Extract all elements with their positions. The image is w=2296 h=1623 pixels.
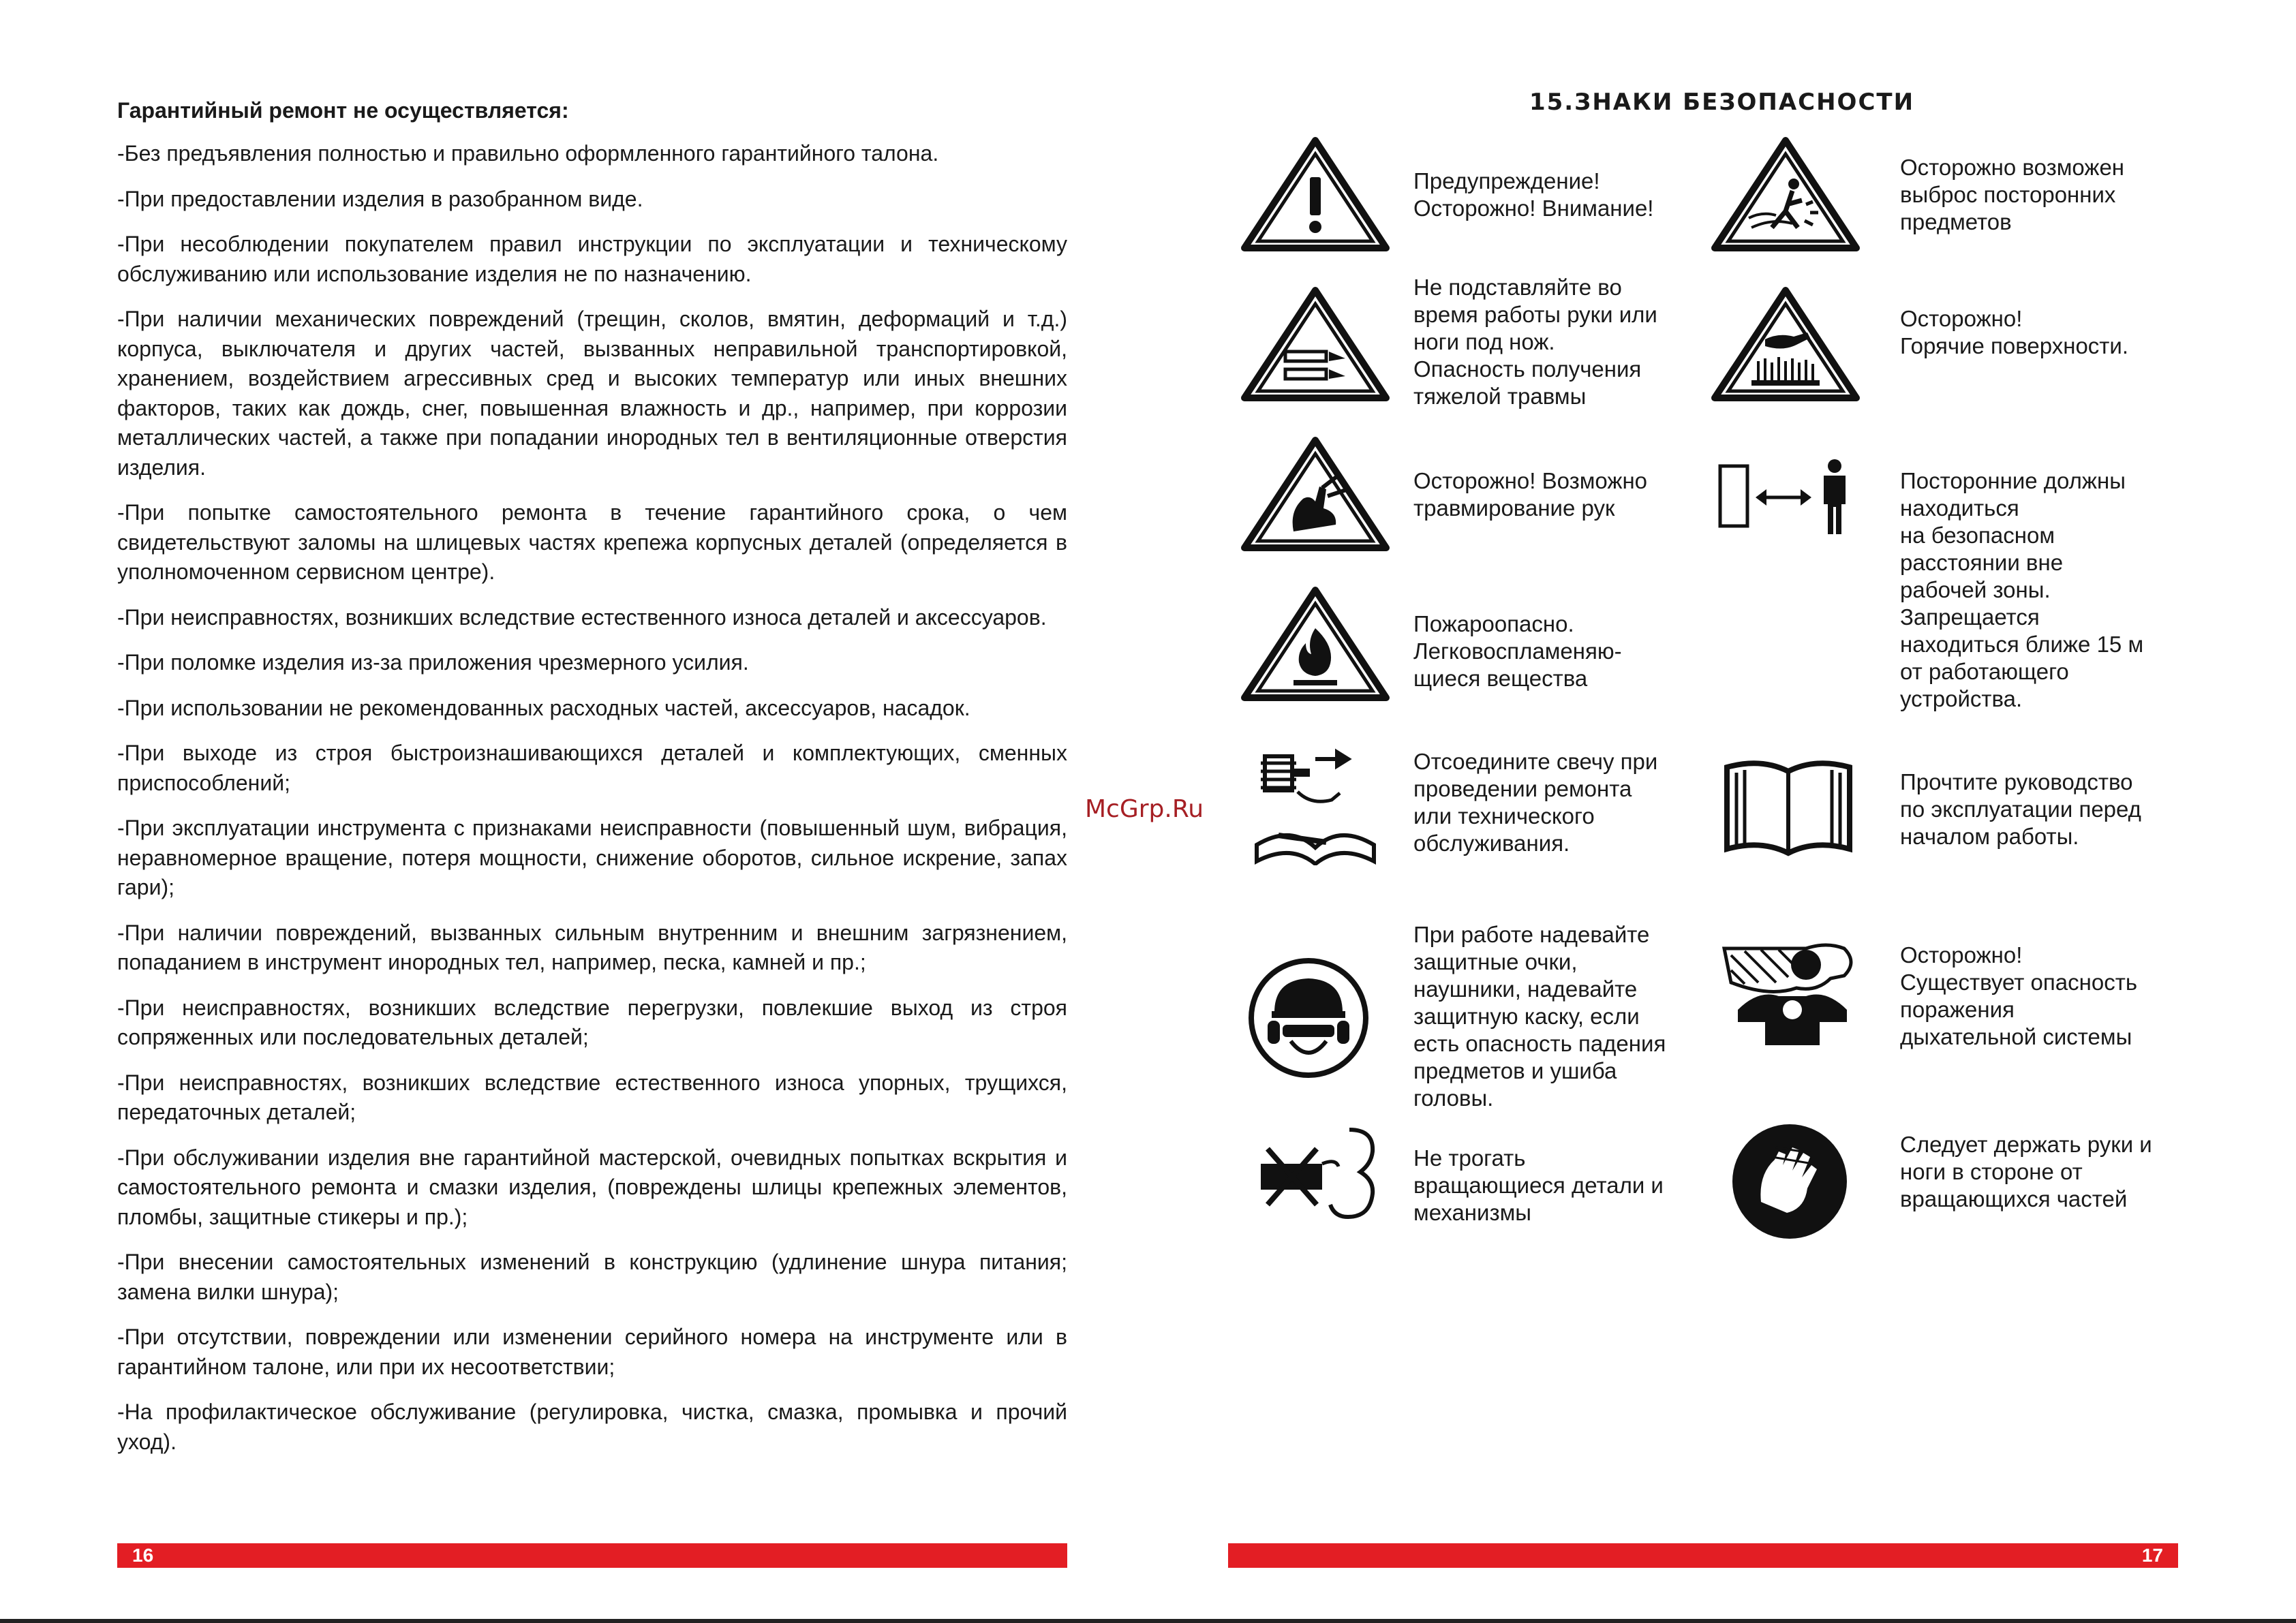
sign-label: При работе надевайте защитные очки, наушники, надевайте защитную каску, если есть опасность падения предметов и ушиба головы. (1413, 922, 1666, 1111)
warranty-item: -При поломке изделия из-за приложения чрезмерного усилия. (117, 650, 749, 675)
hand-injury-icon (1240, 436, 1390, 552)
footer-bar-left (117, 1543, 1067, 1568)
warranty-item: -При отсутствии, повреждении или изменении серийного номера на инструменте или в гарантийном талоне, или при их несоответствии; (117, 1325, 1067, 1379)
warranty-item: -На профилактическое обслуживание (регулировка, чистка, смазка, промывка и прочий уход). (117, 1400, 1067, 1454)
sign-label: Отсоедините свечу при проведении ремонта или технического обслуживания. (1413, 749, 1658, 856)
warranty-item: -Без предъявления полностью и правильно оформленного гарантийного талона. (117, 141, 939, 166)
warranty-item: -При наличии повреждений, вызванных сильным внутренним и внешним загрязнением, попаданием в инструмент инородных тел, например, песка, камней и пр.; (117, 920, 1067, 974)
sign-label: Осторожно возможен выброс посторонних предметов (1900, 155, 2125, 234)
safe-distance-icon (1717, 457, 1861, 538)
hot-surface-icon (1711, 286, 1861, 402)
flying-objects-icon (1711, 136, 1861, 252)
sign-label: Не трогать вращающиеся детали и механизмы (1413, 1145, 1664, 1225)
feet-hands-cutter-icon (1240, 286, 1390, 402)
footer-bar-right (1228, 1543, 2178, 1568)
warranty-exclusions (117, 94, 1067, 1472)
bottom-rule (0, 1619, 2296, 1623)
warranty-item: -При неисправностях, возникших вследствие естественного износа деталей и аксессуаров. (117, 604, 1047, 630)
section-title: 15.ЗНАКИ БЕЗОПАСНОСТИ (1529, 89, 1915, 116)
sign-label: Следует держать руки и ноги в стороне от вращающихся частей (1900, 1132, 2152, 1211)
sign-label: Пожароопасно. Легковоспламеняю- щиеся вещества (1413, 611, 1622, 691)
warranty-title: Гарантийный ремонт не осуществляется: (117, 98, 569, 123)
keep-hands-away-icon (1728, 1120, 1851, 1243)
sign-label: Прочтите руководство по эксплуатации перед началом работы. (1900, 769, 2141, 849)
rotating-parts-icon (1247, 1126, 1383, 1228)
sign-label: Посторонние должны находиться на безопасном расстоянии вне рабочей зоны. Запрещается находиться ближе 15 м от работающего устройства. (1900, 468, 2144, 711)
warranty-item: -При выходе из строя быстроизнашивающихся деталей и комплектующих, сменных приспособлений; (117, 741, 1067, 795)
warranty-item: -При обслуживании изделия вне гарантийной мастерской, очевидных попытках вскрытия и самостоятельного ремонта и смазки изделия, (повреждены шлицы крепежных элементов, пломбы, защитные стикеры и пр.); (117, 1145, 1067, 1229)
warranty-item: -При неисправностях, возникших вследствие естественного износа упорных, трущихся, передаточных деталей; (117, 1070, 1067, 1124)
warranty-item: -При использовании не рекомендованных расходных частей, аксессуаров, насадок. (117, 695, 970, 720)
warranty-item: -При эксплуатации инструмента с признаками неисправности (повышенный шум, вибрация, неравномерное вращение, потеря мощности, снижение оборотов, сильное искрение, запах гари); (117, 816, 1067, 899)
sign-label: Предупреждение! Осторожно! Внимание! (1413, 168, 1654, 221)
warranty-item: -При внесении самостоятельных изменений в конструкцию (удлинение шнура питания; замена вилки шнура); (117, 1250, 1067, 1304)
spark-plug-disconnect-icon (1240, 743, 1390, 865)
respiratory-hazard-icon (1717, 935, 1867, 1051)
page-number-left: 16 (132, 1545, 154, 1566)
warranty-item: -При предоставлении изделия в разобранном виде. (117, 186, 643, 211)
warning-exclamation-icon (1240, 136, 1390, 252)
protective-gear-icon (1247, 957, 1370, 1079)
warranty-item: -При неисправностях, возникших вследствие перегрузки, повлекшие выход из строя сопряженных или последовательных деталей; (117, 995, 1067, 1049)
read-manual-icon (1720, 755, 1856, 864)
watermark: McGrp.Ru (1085, 795, 1204, 823)
warranty-item: -При несоблюдении покупателем правил инструкции по эксплуатации и техническому обслуживанию или использование изделия не по назначению. (117, 232, 1067, 286)
sign-label: Осторожно! Существует опасность поражения дыхательной системы (1900, 942, 2138, 1049)
page-number-right: 17 (2141, 1545, 2163, 1566)
sign-label: Осторожно! Горячие поверхности. (1900, 306, 2129, 358)
sign-label: Не подставляйте во время работы руки или ноги под нож. Опасность получения тяжелой травмы (1413, 275, 1657, 409)
warranty-item: -При наличии механических повреждений (трещин, сколов, вмятин, деформаций и т.д.) корпуса, выключателя и других частей, вызванных неправильной транспортировкой, хранением, воздействием агрессивных сред и высоких температур или иных внешних факторов, таких как дождь, снег, повышенная влажность и др., например, при коррозии металлических частей, а также при попадании инородных тел в вентиляционные отверстия изделия. (117, 307, 1067, 480)
flammable-icon (1240, 586, 1390, 702)
warranty-item: -При попытке самостоятельного ремонта в течение гарантийного срока, о чем свидетельствуют заломы на шлицевых частях крепежа корпусных деталей (определяется в уполномоченном сервисном центре). (117, 500, 1067, 584)
sign-label: Осторожно! Возможно травмирование рук (1413, 468, 1648, 521)
right-page (1148, 0, 2296, 1623)
